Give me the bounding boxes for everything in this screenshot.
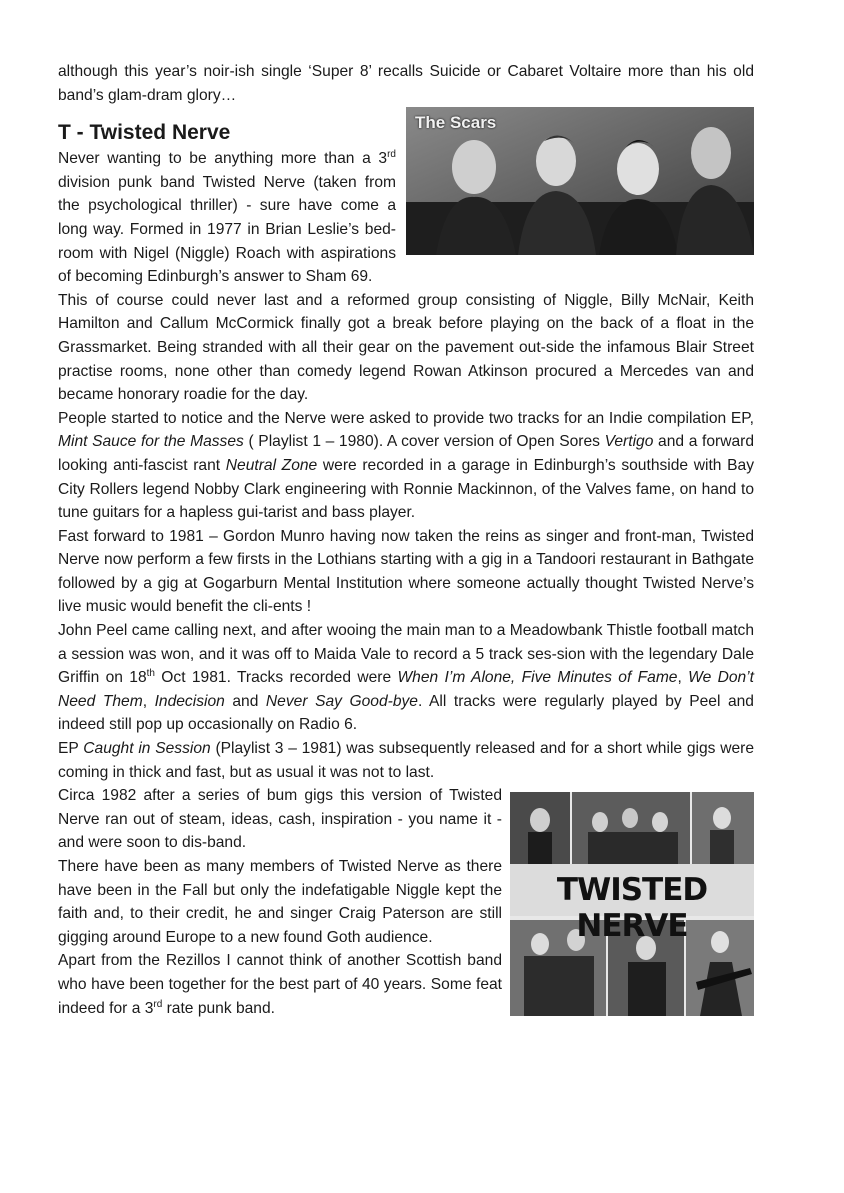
intro-paragraph: although this year’s noir-ish single ‘Super 8’ recalls Suicide or Cabaret Voltaire more than his old band’s glam-dram glory… [58, 63, 754, 104]
paragraph-2: This of course could never last and a reformed group consisting of Niggle, Billy McNair, Keith Hamilton and Callum McCormick finally got a break before playing on the back of a float in the Grassmarket. Being stranded with all their gear on the pavement out-side the infamous Blair Street practise rooms, none other than comedy legend Rowan Atkinson procured a Mercedes van and became honorary roadie for the day. [58, 291, 754, 404]
paragraph-3: People started to notice and the Nerve were asked to provide two tracks for an Indie compilation EP, Mint Sauce for the Masses ( Playlist 1 – 1980). A cover version of Open Sores Vertigo and a forward looking anti-fascist rant Neutral Zone were recorded in a garage in Edinburgh’s southside with Bay City Rollers legend Nobby Clark engineering with Ronnie Mackinnon, of the Valves fame, on hand to tune guitars for a hapless gui-tarist and bass player. [58, 409, 754, 522]
paragraph-8: There have been as many members of Twisted Nerve as there have been in the Fall but only the indefatigable Niggle kept the faith and, to their credit, he and singer Craig Paterson are still gigging around Europe to a new found Goth audience. [58, 858, 502, 946]
section-heading: T - Twisted Nerve [58, 121, 231, 145]
article [58, 60, 754, 1020]
paragraph-6: EP Caught in Session (Playlist 3 – 1981) was subsequently released and for a short while gigs were coming in thick and fast, but as usual it was not to last. [58, 740, 754, 781]
twisted-nerve-collage [510, 792, 754, 1016]
paragraph-5: John Peel came calling next, and after wooing the main man to a Meadowbank Thistle football match a session was won, and it was off to Maida Vale to record a 5 track ses-sion with the legendary Dale Griffin on 18th Oct 1981. Tracks recorded were When I’m Alone, Five Minutes of Fame, We Don’t Need Them, Indecision and Never Say Good-bye. All tracks were regularly played by Peel and indeed still pop up occasionally on Radio 6. [58, 622, 754, 734]
collage-banner-text: TWISTED NERVE [556, 872, 708, 945]
paragraph-1: Never wanting to be anything more than a 3rd division punk band Twisted Nerve (taken from the psychological thriller) - sure have come a long way. Formed in 1977 in Brian Leslie’s bed-room with Nigel (Niggle) Roach with aspirations of becoming Edinburgh’s answer to Sham 69. [58, 149, 396, 286]
paragraph-9: Apart from the Rezillos I cannot think of another Scottish band who have been together for the best part of 40 years. Some feat indeed for a 3rd rate punk band. [58, 952, 502, 1017]
paragraph-7: Circa 1982 after a series of bum gigs this version of Twisted Nerve ran out of steam, ideas, cash, inspiration - you name it - and were soon to dis-band. [58, 787, 502, 852]
scars-caption: The Scars [415, 113, 497, 133]
scars-photo [406, 107, 754, 255]
paragraph-4: Fast forward to 1981 – Gordon Munro having now taken the reins as singer and front-man, Twisted Nerve now perform a few firsts in the Lothians starting with a gig in a Tandoori restaurant in Bathgate followed by a gig at Gogarburn Mental Institution where someone actually thought Twisted Nerve’s live music would benefit the cli-ents ! [58, 527, 754, 616]
